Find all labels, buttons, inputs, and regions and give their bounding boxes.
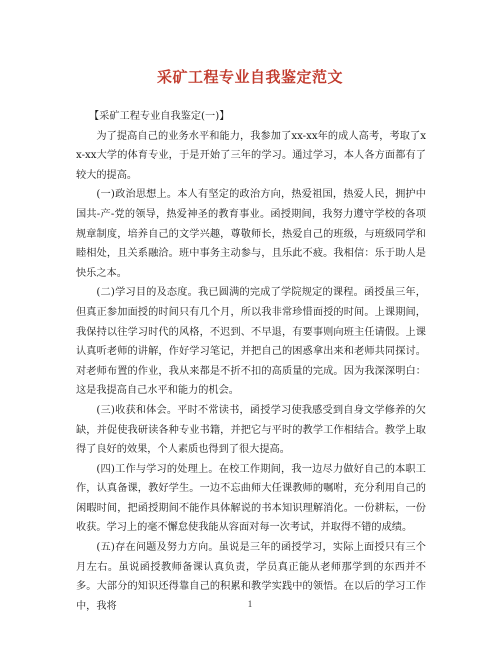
section-label: 【采矿工程专业自我鉴定(一)】	[89, 111, 230, 122]
document-body	[76, 107, 426, 616]
page-number: 1	[247, 599, 253, 609]
paragraph-gains: (三)收获和体会。平时不常读书，函授学习使我感受到自身文学修养的欠缺，并促使我研读各种专业书籍，并把它与平时的教学工作相结合。教学上取得了良好的效果，个人素质也得到了很大提高。	[76, 404, 426, 456]
paragraph-political: (一)政治思想上。本人有坚定的政治方向，热爱祖国，热爱人民，拥护中国共-产-党的领导，热爱神圣的教育事业。函授期间，我努力遵守学校的各项规章制度，培养自己的文学兴趣，尊敬师长，热爱自己的班级，与班级同学和睦相处，且关系融洽。班中事务主动参与，且乐此不疲。我相信：乐于助人是快乐之本。	[76, 189, 426, 279]
paragraph-intro: 为了提高自己的业务水平和能力，我参加了xx-xx年的成人高考，考取了xx-xx大学的体育专业，于是开始了三年的学习。通过学习，本人各方面都有了较大的提高。	[76, 130, 426, 181]
document-title: 采矿工程专业自我鉴定范文	[156, 68, 343, 86]
paragraph-study-attitude: (二)学习目的及态度。我已圆满的完成了学院规定的课程。函授虽三年，但真正参加面授的时间只有几个月，所以我非常珍惜面授的时间。上课期间，我保持以往学习时代的风格，不迟到、不早退，有要事则向班主任请假。上课认真听老师的讲解，作好学习笔记，并把自己的困惑拿出来和老师共同探讨。对老师布置的作业，我从来都是不折不扣的高质量的完成。因为我深深明白：这是我提高自己水平和能力的机会。	[76, 287, 426, 397]
paragraph-problems: (五)存在问题及努力方向。虽说是三年的函授学习，实际上面授只有三个月左右。虽说函授教师备课认真负责，学员真正能从老师那学到的东西并不多。大部分的知识还得靠自己的积累和教学实践中的领悟。在以后的学习工作中，我将	[76, 542, 426, 612]
paragraph-work-study: (四)工作与学习的处理上。在校工作期间，我一边尽力做好自己的本职工作，认真备课，教好学生。一边不忘曲师大任课教师的嘱咐，充分利用自己的闲暇时间，把函授期间不能作具体解说的书本知识理解消化。一份耕耘，一份收获。学习上的毫不懈怠使我能从容面对每一次考试，并取得不错的成绩。	[76, 463, 426, 534]
